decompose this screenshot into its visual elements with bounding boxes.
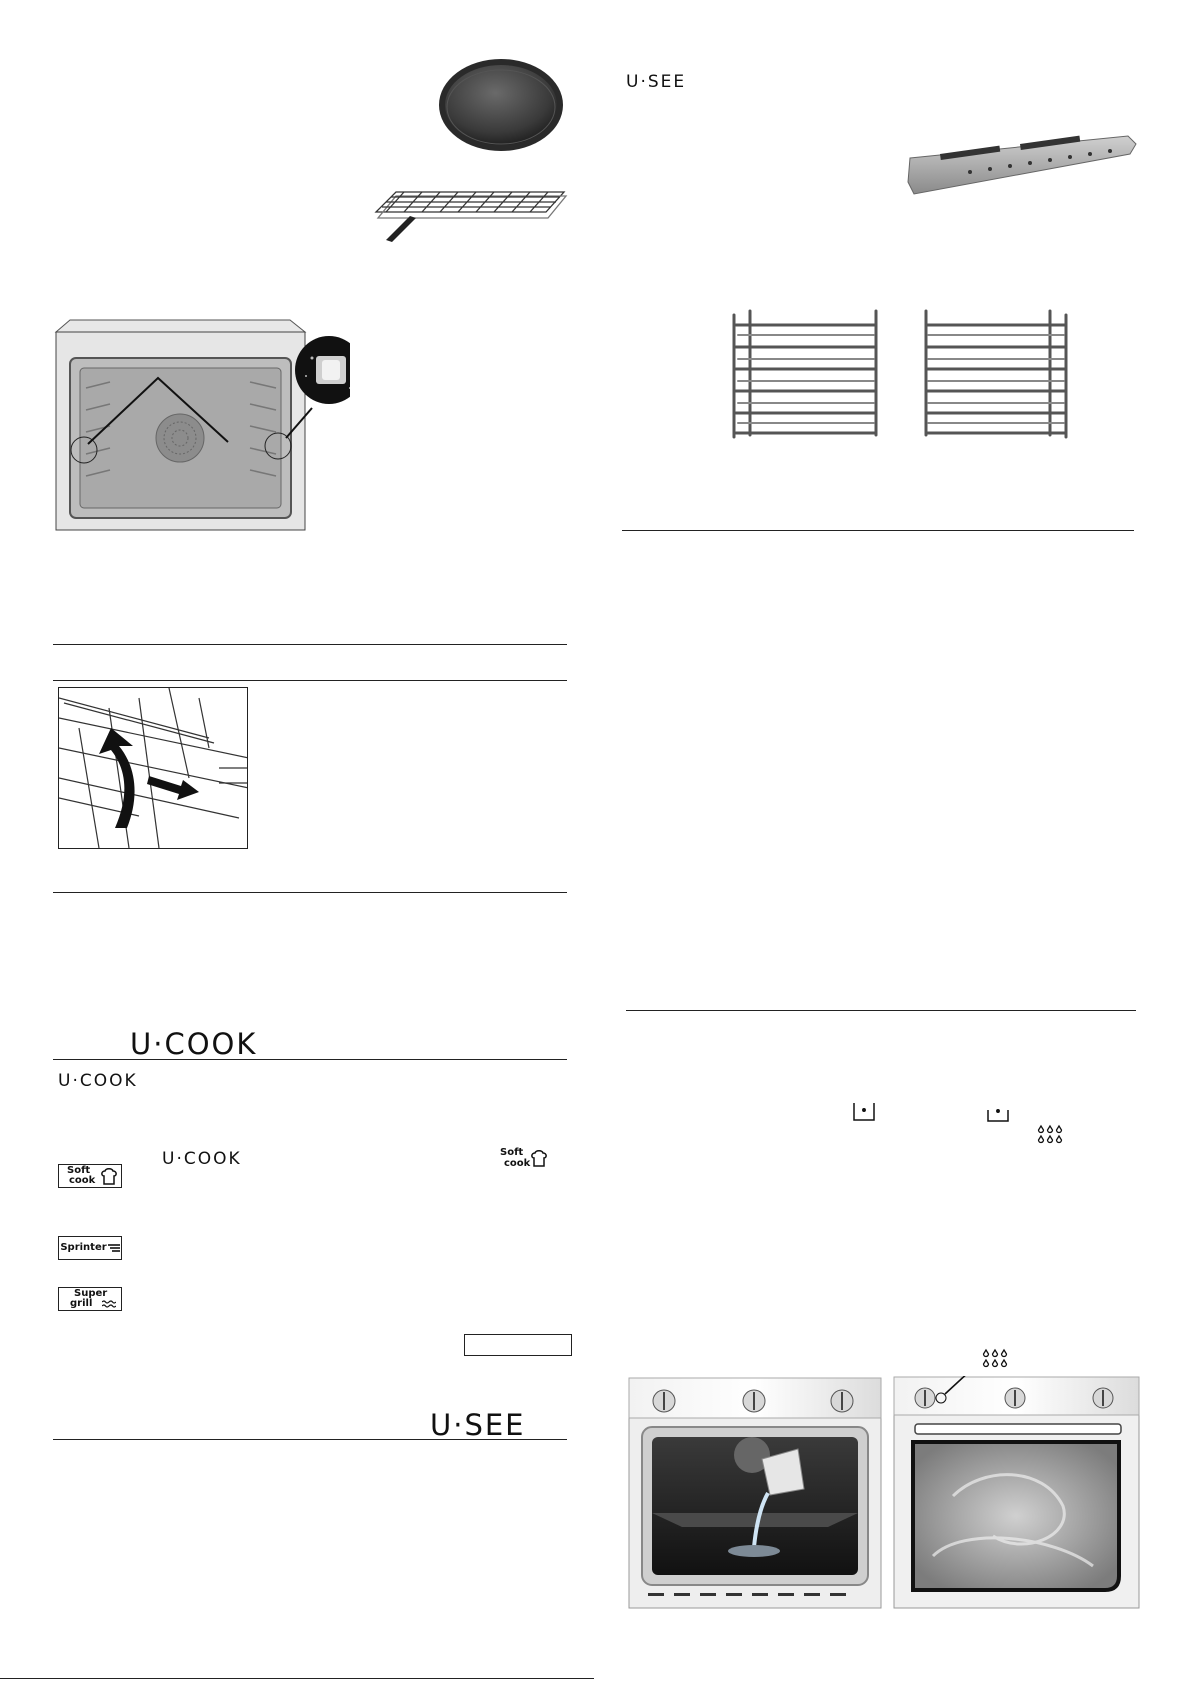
supergrill-badge: [58, 1287, 122, 1311]
sprinter-badge-label: Sprinter: [60, 1242, 107, 1253]
ucook-heading-logo: U·COOK: [130, 1027, 258, 1061]
page-bottom-line: [0, 1678, 594, 1679]
ucook-inline-logo: U·COOK: [162, 1149, 242, 1169]
shelf-removal-illustration: [58, 687, 248, 849]
oven-pouring-water-image: [628, 1377, 882, 1609]
timer-bracket-icon: [985, 1104, 1011, 1124]
usee-heading-logo: U·SEE: [430, 1408, 526, 1442]
section-divider: [622, 530, 1134, 531]
pizza-pan-image: [436, 55, 566, 155]
timer-bracket-icon: [851, 1101, 877, 1123]
softcook-badge-label: cook: [69, 1175, 96, 1186]
softcook-badge: [58, 1164, 122, 1188]
section-divider: [53, 892, 567, 893]
supergrill-badge-label: Super: [74, 1288, 108, 1299]
supergrill-badge-label: grill: [70, 1298, 93, 1309]
sprinter-badge: [58, 1236, 122, 1260]
empty-note-box: [464, 1334, 572, 1356]
usee-inline-logo: U·SEE: [626, 72, 687, 92]
softcook-icon-label: Soft: [500, 1147, 524, 1158]
softcook-icon-label: cook: [504, 1158, 531, 1169]
section-divider: [53, 644, 567, 645]
oven-steam-image: [893, 1376, 1140, 1609]
softcook-badge-label: Soft: [67, 1165, 91, 1176]
wire-shelf-image: [356, 182, 571, 254]
section-divider: [53, 680, 567, 681]
side-racks-image: [726, 307, 1074, 445]
water-drops-icon: [1037, 1124, 1063, 1146]
oven-interior-diagram: [50, 318, 350, 533]
section-divider: [53, 1059, 567, 1060]
section-divider: [626, 1010, 1136, 1011]
softcook-icon: [500, 1148, 550, 1172]
section-divider: [53, 1439, 567, 1440]
ucook-inline-logo: U·COOK: [58, 1071, 138, 1091]
water-drops-icon: [982, 1348, 1008, 1370]
steam-deflector-image: [900, 128, 1140, 198]
